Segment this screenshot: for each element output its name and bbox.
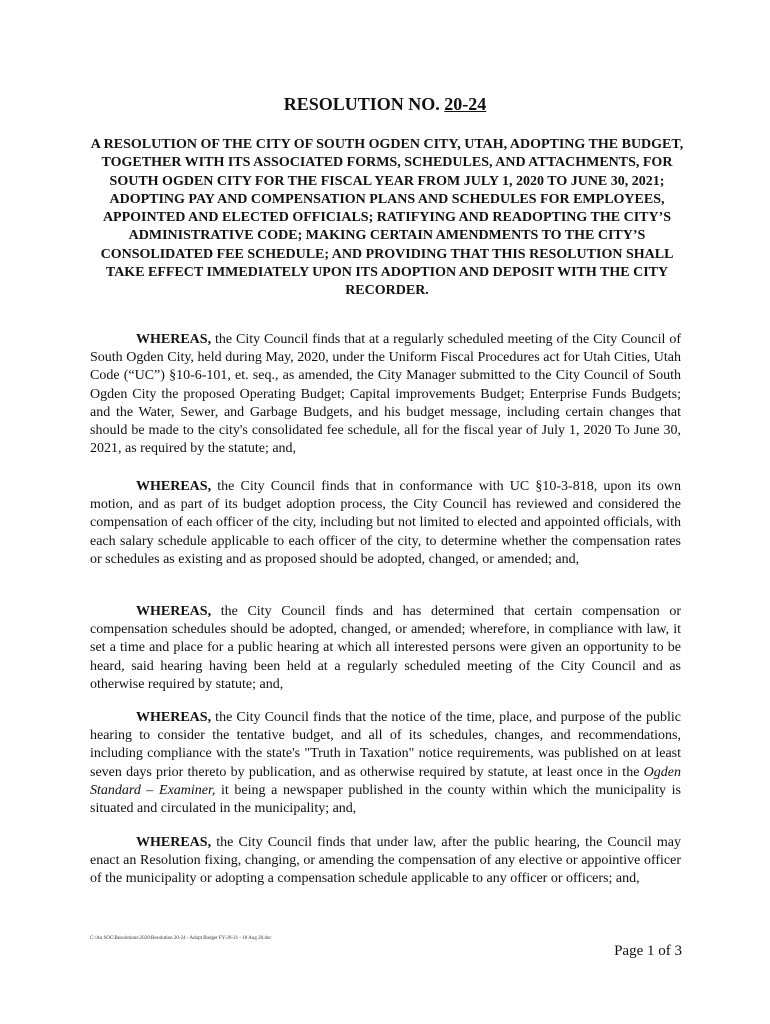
whereas-label: WHEREAS, [136, 479, 212, 494]
paragraph-text: the City Council finds that under law, after the public hearing, the Council may enact an Resolution fixing, changing, or amending the compensation of any elective or appointive officer of the municipality or adopting a compensation schedule applicable to any officer or officers; and, [90, 835, 681, 887]
whereas-paragraph-5 [90, 834, 681, 889]
resolution-heading: A RESOLUTION OF THE CITY OF SOUTH OGDEN CITY, UTAH, ADOPTING THE BUDGET, TOGETHER WITH ITS ASSOCIATED FORMS, SCHEDULES, AND ATTACHMENTS, FOR SOUTH OGDEN CITY FOR THE FISCAL YEAR FROM JULY 1, 2020 TO JUNE 30, 2021; ADOPTING PAY AND COMPENSATION PLANS AND SCHEDULES FOR EMPLOYEES, APPOINTED AND ELECTED OFFICIALS; RATIFYING AND READOPTING THE CITY’S ADMINISTRATIVE CODE; MAKING CERTAIN AMENDMENTS TO THE CITY’S CONSOLIDATED FEE SCHEDULE; AND PROVIDING THAT THIS RESOLUTION SHALL TAKE EFFECT IMMEDIATELY UPON ITS ADOPTION AND DEPOSIT WITH THE CITY RECORDER. [90, 137, 684, 299]
paragraph-text: the City Council finds and has determined that certain compensation or compensation schedules should be adopted, changed, or amended; wherefore, in compliance with law, it set a time and place for a public hearing at which all interested persons were given an opportunity to be heard, said hearing having been held at a regularly scheduled meeting of the City Council and as otherwise required by statute; and, [90, 604, 681, 692]
whereas-label: WHEREAS, [136, 604, 212, 619]
paragraph-text: the City Council finds that in conformance with UC §10-3-818, upon its own motion, and as part of its budget adoption process, the City Council has reviewed and considered the compensation of each officer of the city, including but not limited to elected and appointed officials, with each salary schedule applicable to each officer of the city, to determine whether the compensation rates or schedules as existing and as proposed should be adopted, changed, or amended; and, [90, 479, 681, 567]
whereas-paragraph-1 [90, 331, 681, 458]
resolution-title [0, 94, 770, 115]
paragraph-text: the City Council finds that the notice of the time, place, and purpose of the public hearing to consider the tentative budget, and all of its schedules, changes, and recommendations, including compliance with the state's "Truth in Taxation" notice requirements, was published on at least seven days prior thereto by publication, and as otherwise required by statute, at least once in the [90, 710, 681, 780]
whereas-label: WHEREAS, [136, 710, 212, 725]
whereas-paragraph-4 [90, 709, 681, 818]
paragraph-text: it being a newspaper published in the county within which the municipality is situated and circulated in the municipality; and, [90, 782, 682, 817]
resolution-number: 20-24 [444, 94, 487, 114]
paragraph-text: the City Council finds that at a regularly scheduled meeting of the City Council of South Ogden City, held during May, 2020, under the Uniform Fiscal Procedures act for Utah Cities, Utah Code (“UC”) §10-6-101, et. seq., as amended, the City Manager submitted to the City Council of South Ogden City the proposed Operating Budget; Capital improvements Budget; Enterprise Funds Budgets; and the Water, Sewer, and Garbage Budgets, and his budget message, including certain changes that should be made to the city's consolidated fee schedule, all for the fiscal year of July 1, 2020 To June 30, 2021, as required by the statute; and, [90, 332, 681, 457]
newspaper-name: Ogden Standard – Examiner, [90, 764, 681, 798]
whereas-paragraph-2 [90, 478, 681, 569]
page-number: Page 1 of 3 [614, 943, 682, 959]
whereas-label: WHEREAS, [136, 835, 212, 850]
whereas-paragraph-3 [90, 603, 681, 694]
footer-file-path: C:\Au SOC\Resolutions\2020\Resolution 20-24 - Adopt Budget FY-20-21 - 18 Aug 20.doc [90, 936, 272, 941]
title-prefix: RESOLUTION NO. [283, 94, 445, 114]
whereas-label: WHEREAS, [136, 332, 212, 347]
